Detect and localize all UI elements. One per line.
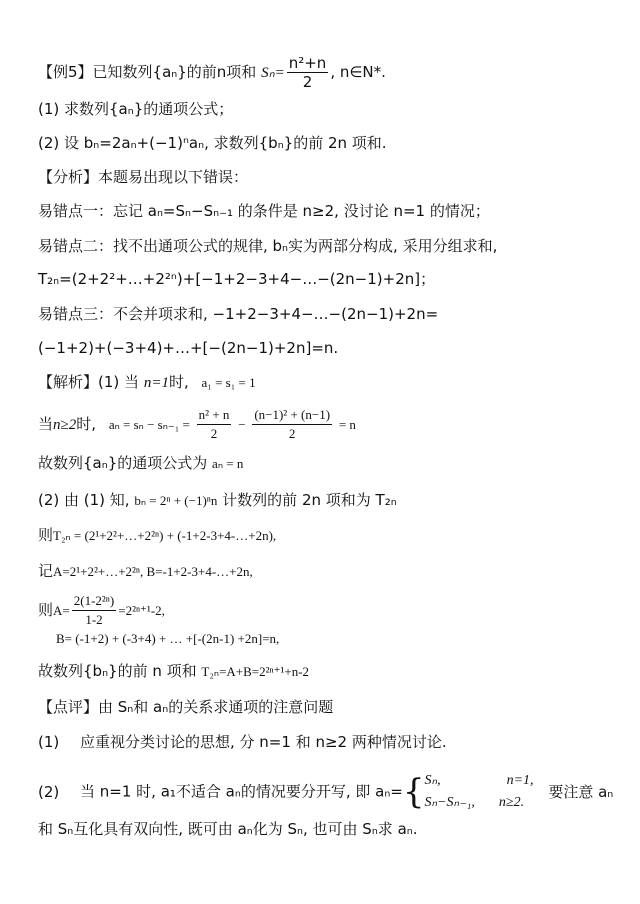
solution-header: 【解析】	[38, 373, 99, 391]
sn-fraction	[287, 54, 329, 91]
solution-step-1	[38, 371, 256, 394]
example-stem	[38, 54, 386, 91]
solution-step-6	[38, 560, 253, 583]
s6-formula: A=2¹+2²+…+2²ⁿ, B=-1+2-3+4-…+2n,	[53, 564, 253, 579]
solution-step-7	[38, 592, 165, 629]
s2-f1-den: 2	[210, 426, 218, 441]
case2-cond: n≥2.	[498, 795, 525, 810]
s2-left: aₙ = sₙ − sₙ₋₁ =	[108, 417, 190, 432]
case1-expr: Sₙ,	[424, 773, 441, 788]
sn-frac-num: n²+n	[288, 54, 327, 72]
s1-prefix: (1) 当	[98, 373, 140, 391]
s2-f2-num: (n−1)² + (n−1)	[252, 406, 332, 425]
case2-expr: Sₙ−Sₙ₋₁,	[424, 795, 475, 810]
comment-2	[38, 770, 613, 814]
s2-prefix: 当	[38, 415, 54, 433]
s9-formula: T₂ₙ=A+B=2²ⁿ⁺¹+n-2	[201, 664, 310, 679]
s6-prefix: 记	[38, 562, 54, 580]
s2-result: = n	[338, 417, 356, 432]
solution-step-4	[38, 489, 397, 512]
analysis-error-3: 易错点三：不会并项求和, −1+2−3+4−…−(2n−1)+2n=	[38, 305, 439, 323]
analysis-error-1: 易错点一：忘记 aₙ=Sₙ−Sₙ₋₁ 的条件是 n≥2, 没讨论 n=1 的情况；	[38, 202, 490, 220]
sn-frac-den: 2	[302, 73, 313, 91]
question-1: (1) 求数列{aₙ}的通项公式；	[38, 100, 234, 118]
s2-fraction-1	[197, 406, 232, 443]
solution-step-9	[38, 660, 309, 683]
solution-step-2	[38, 406, 356, 443]
s1-formula: a₁ = s₁ = 1	[201, 375, 256, 390]
s2-f2-den: 2	[288, 426, 296, 441]
analysis-error-3-formula: (−1+2)+(−3+4)+…+[−(2n−1)+2n]=n.	[38, 339, 339, 357]
s9-text: 故数列{bₙ}的前 n 项和	[38, 662, 197, 680]
s5-formula: T₂ₙ = (2¹+2²+…+2²ⁿ) + (-1+2-3+4-…+2n),	[53, 528, 277, 543]
analysis-error-2: 易错点二：找不出通项公式的规律, bₙ实为两部分构成, 采用分组求和,	[38, 237, 498, 255]
c1-text: 应重视分类讨论的思想, 分 n=1 和 n≥2 两种情况讨论.	[80, 733, 447, 751]
c2-text: 当 n=1 时, a₁不适合 aₙ的情况要分开写, 即 aₙ=	[80, 782, 403, 801]
c2-tail: 要注意 aₙ	[548, 782, 614, 801]
s7-tail: =2²ⁿ⁺¹-2,	[118, 603, 165, 618]
s2-fraction-2	[252, 406, 332, 443]
cases-brace: {	[402, 772, 425, 812]
s7-fden: 1-2	[85, 612, 103, 627]
question-2: (2) 设 bₙ=2aₙ+(−1)ⁿaₙ, 求数列{bₙ}的前 2n 项和.	[38, 134, 387, 152]
s2-mid: 时,	[76, 415, 97, 433]
case1-cond: n=1,	[506, 773, 534, 788]
sn-symbol: Sₙ=	[261, 65, 285, 81]
s4-formula: bₙ = 2ⁿ + (−1)ⁿn	[134, 493, 218, 508]
s7-fnum: 2(1-2²ⁿ)	[72, 592, 116, 611]
comment-header: 【点评】由 Sₙ和 aₙ的关系求通项的注意问题	[38, 698, 334, 716]
comment-3: 和 Sₙ互化具有双向性, 既可由 aₙ化为 Sₙ, 也可由 Sₙ求 aₙ.	[38, 820, 418, 838]
solution-step-8: B= (-1+2) + (-3+4) + … +[-(2n-1) +2n]=n,	[56, 631, 280, 646]
piecewise-cases	[425, 770, 534, 814]
s1-cond: n=1	[143, 375, 169, 391]
c1-num: (1)	[38, 733, 60, 751]
s4-tail: 计数列的前 2n 项和为 T₂ₙ	[222, 491, 397, 509]
example-domain: , n∈N*.	[330, 63, 386, 81]
example-label: 【例5】	[38, 63, 93, 81]
s3-text: 故数列{aₙ}的通项公式为	[38, 454, 208, 472]
analysis-header: 【分析】本题易出现以下错误：	[38, 168, 249, 186]
solution-step-3	[38, 452, 243, 475]
s7-fraction	[72, 592, 116, 629]
comment-1	[38, 731, 447, 753]
s7-prefix: 则	[38, 601, 54, 619]
s4-text: (2) 由 (1) 知,	[38, 491, 130, 509]
s7-a: A=	[53, 603, 70, 618]
s2-cond: n≥2	[53, 417, 77, 433]
s3-formula: aₙ = n	[212, 456, 244, 471]
s1-mid: 时,	[168, 373, 189, 391]
example-text: 已知数列{aₙ}的前n项和	[92, 63, 257, 81]
c2-num: (2)	[38, 782, 60, 801]
analysis-error-2-formula: T₂ₙ=(2+2²+…+2²ⁿ)+[−1+2−3+4−…−(2n−1)+2n]；	[38, 270, 436, 288]
s2-minus: −	[238, 417, 246, 432]
s5-prefix: 则	[38, 526, 54, 544]
solution-step-5	[38, 524, 276, 547]
s2-f1-num: n² + n	[197, 406, 232, 425]
